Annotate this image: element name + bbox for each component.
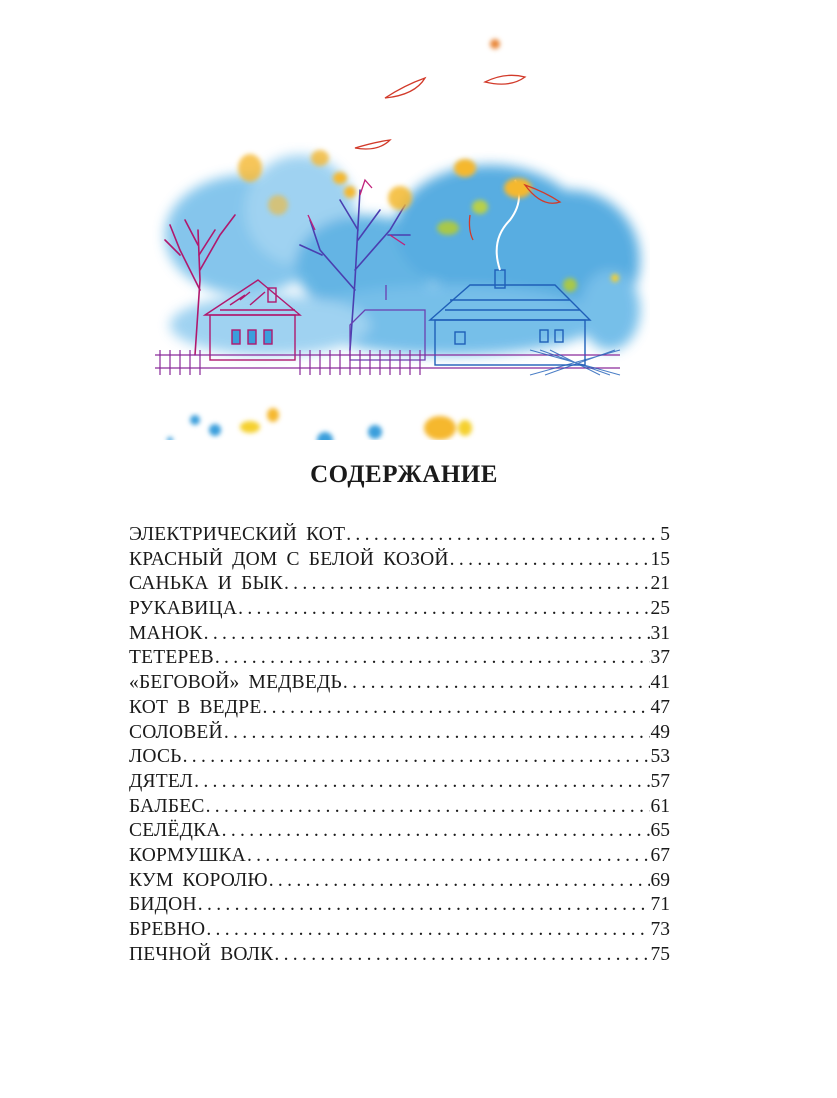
toc-entry-title: КРАСНЫЙ ДОМ С БЕЛОЙ КОЗОЙ	[129, 548, 449, 570]
dot-leader	[224, 721, 650, 746]
toc-entry[interactable]	[129, 795, 670, 820]
toc-entry[interactable]	[129, 671, 670, 696]
toc-entry[interactable]	[129, 622, 670, 647]
dot-leader	[215, 646, 650, 671]
dot-leader	[206, 795, 650, 820]
toc-entry-page: 49	[650, 721, 670, 743]
toc-entry-title: МАНОК	[129, 622, 203, 644]
toc-entry[interactable]	[129, 745, 670, 770]
toc-entry[interactable]	[129, 646, 670, 671]
toc-entry-page: 69	[650, 869, 670, 891]
toc-entry-title: «БЕГОВОЙ» МЕДВЕДЬ	[129, 672, 342, 694]
toc-entry[interactable]	[129, 721, 670, 746]
dot-leader	[284, 572, 650, 597]
toc-entry[interactable]	[129, 696, 670, 721]
dot-leader	[269, 869, 650, 894]
toc-entry-page: 71	[650, 894, 670, 916]
toc-entry[interactable]	[129, 548, 670, 573]
toc-entry-page: 57	[650, 770, 670, 792]
toc-entry-title: БИДОН	[129, 894, 197, 916]
toc-entry[interactable]	[129, 770, 670, 795]
toc-entry-title: ЭЛЕКТРИЧЕСКИЙ КОТ	[129, 524, 346, 545]
dot-leader	[222, 819, 650, 844]
toc-entry-title: КУМ КОРОЛЮ	[129, 869, 268, 891]
toc-entry-page: 67	[650, 844, 670, 866]
toc-entry-title: СОЛОВЕЙ	[129, 721, 223, 743]
toc-entry[interactable]	[129, 869, 670, 894]
dot-leader	[346, 523, 659, 548]
dot-leader	[247, 844, 650, 869]
toc-entry-title: САНЬКА И БЫК	[129, 573, 283, 595]
toc-entry-page: 65	[650, 820, 670, 842]
toc-entry[interactable]	[129, 893, 670, 918]
dot-leader	[343, 671, 650, 696]
toc-entry-title: ПЕЧНОЙ ВОЛК	[129, 943, 274, 965]
toc-entry-title: ТЕТЕРЕВ	[129, 647, 214, 669]
watercolor-sky-wash	[165, 155, 640, 355]
dot-leader	[204, 622, 650, 647]
illustration-image	[150, 30, 650, 440]
toc-entry-page: 25	[650, 598, 670, 620]
toc-entry[interactable]	[129, 918, 670, 943]
dot-leader	[450, 548, 650, 573]
toc-entry[interactable]	[129, 844, 670, 869]
toc-entry-title: РУКАВИЦА	[129, 598, 238, 620]
toc-entry-title: КОТ В ВЕДРЕ	[129, 696, 262, 718]
toc-entry-page: 15	[650, 548, 670, 570]
dot-leader	[262, 696, 649, 721]
toc-entry-page: 21	[650, 573, 670, 595]
toc-entry[interactable]	[129, 572, 670, 597]
toc-entry-page: 53	[650, 746, 670, 768]
toc-entry[interactable]	[129, 523, 670, 548]
dot-leader	[274, 943, 649, 968]
table-of-contents	[129, 523, 670, 967]
toc-entry[interactable]	[129, 819, 670, 844]
toc-entry-page: 73	[650, 919, 670, 940]
toc-entry-page: 5	[660, 524, 670, 545]
toc-entry-page: 75	[650, 943, 670, 965]
toc-entry-title: БРЕВНО	[129, 919, 206, 940]
page-title: СОДЕРЖАНИЕ	[310, 461, 498, 488]
dot-leader	[238, 597, 649, 622]
toc-entry[interactable]	[129, 943, 670, 968]
toc-entry-title: СЕЛЁДКА	[129, 820, 221, 842]
dot-leader	[198, 893, 650, 918]
dot-leader	[183, 745, 650, 770]
toc-entry-page: 41	[650, 672, 670, 694]
toc-entry-page: 47	[650, 696, 670, 718]
toc-entry-title: ДЯТЕЛ	[129, 770, 194, 792]
toc-entry-page: 61	[650, 795, 670, 817]
toc-entry-title: КОРМУШКА	[129, 844, 246, 866]
toc-entry-title: ЛОСЬ	[129, 746, 182, 768]
toc-entry-page: 37	[650, 647, 670, 669]
village-watercolor-illustration	[150, 30, 650, 440]
toc-entry-title: БАЛБЕС	[129, 795, 205, 817]
dot-leader	[206, 918, 649, 943]
toc-entry-page: 31	[650, 622, 670, 644]
dot-leader	[194, 770, 649, 795]
toc-entry[interactable]	[129, 597, 670, 622]
